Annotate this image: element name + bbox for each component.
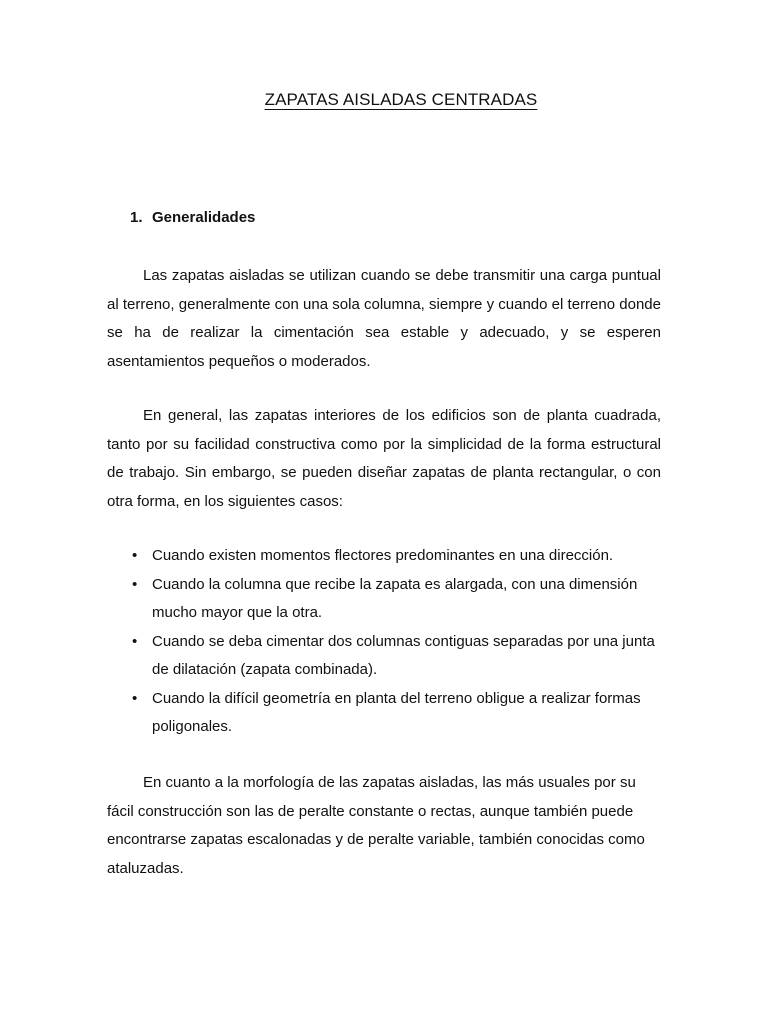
section-heading	[130, 209, 255, 226]
bullet-icon: •	[132, 632, 138, 650]
paragraph-intro: Las zapatas aisladas se utilizan cuando se debe transmitir una carga puntual al terreno, generalmente con una sola columna, siempre y cuando el terreno donde se ha de realizar la cimentación sea estable y adecuado, y se esperen asentamientos pequeños o moderados.	[107, 267, 661, 370]
list-item	[132, 542, 664, 571]
document-title-text: ZAPATAS AISLADAS CENTRADAS	[264, 90, 538, 109]
bullet-list	[132, 542, 664, 742]
paragraph-morphology: En cuanto a la morfología de las zapatas aisladas, las más usuales por su fácil construcción son las de peralte constante o rectas, aunque también puede encontrarse zapatas escalonadas y de peralte variable, también conocidas como ataluzadas.	[107, 774, 645, 877]
list-item-text: Cuando la columna que recibe la zapata es alargada, con una dimensión mucho mayor que la otra.	[152, 575, 638, 621]
list-item	[132, 571, 664, 628]
bullet-icon: •	[132, 547, 138, 564]
section-heading-text: Generalidades	[152, 209, 256, 226]
list-item-text: Cuando se deba cimentar dos columnas contiguas separadas por una junta de dilatación (zapata combinada).	[152, 632, 655, 678]
list-item-text: Cuando existen momentos flectores predominantes en una dirección.	[152, 547, 614, 564]
bullet-icon: •	[132, 689, 138, 707]
list-item-text: Cuando la difícil geometría en planta del terreno obligue a realizar formas poligonales.	[152, 689, 641, 735]
list-item	[132, 628, 664, 685]
list-item	[132, 685, 664, 742]
section-number: 1.	[130, 209, 143, 226]
document-title	[0, 90, 768, 110]
paragraph-general: En general, las zapatas interiores de los edificios son de planta cuadrada, tanto por su facilidad constructiva como por la simplicidad de la forma estructural de trabajo. Sin embargo, se pueden diseñar zapatas de planta rectangular, o con otra forma, en los siguientes casos:	[107, 407, 661, 510]
bullet-icon: •	[132, 575, 138, 593]
